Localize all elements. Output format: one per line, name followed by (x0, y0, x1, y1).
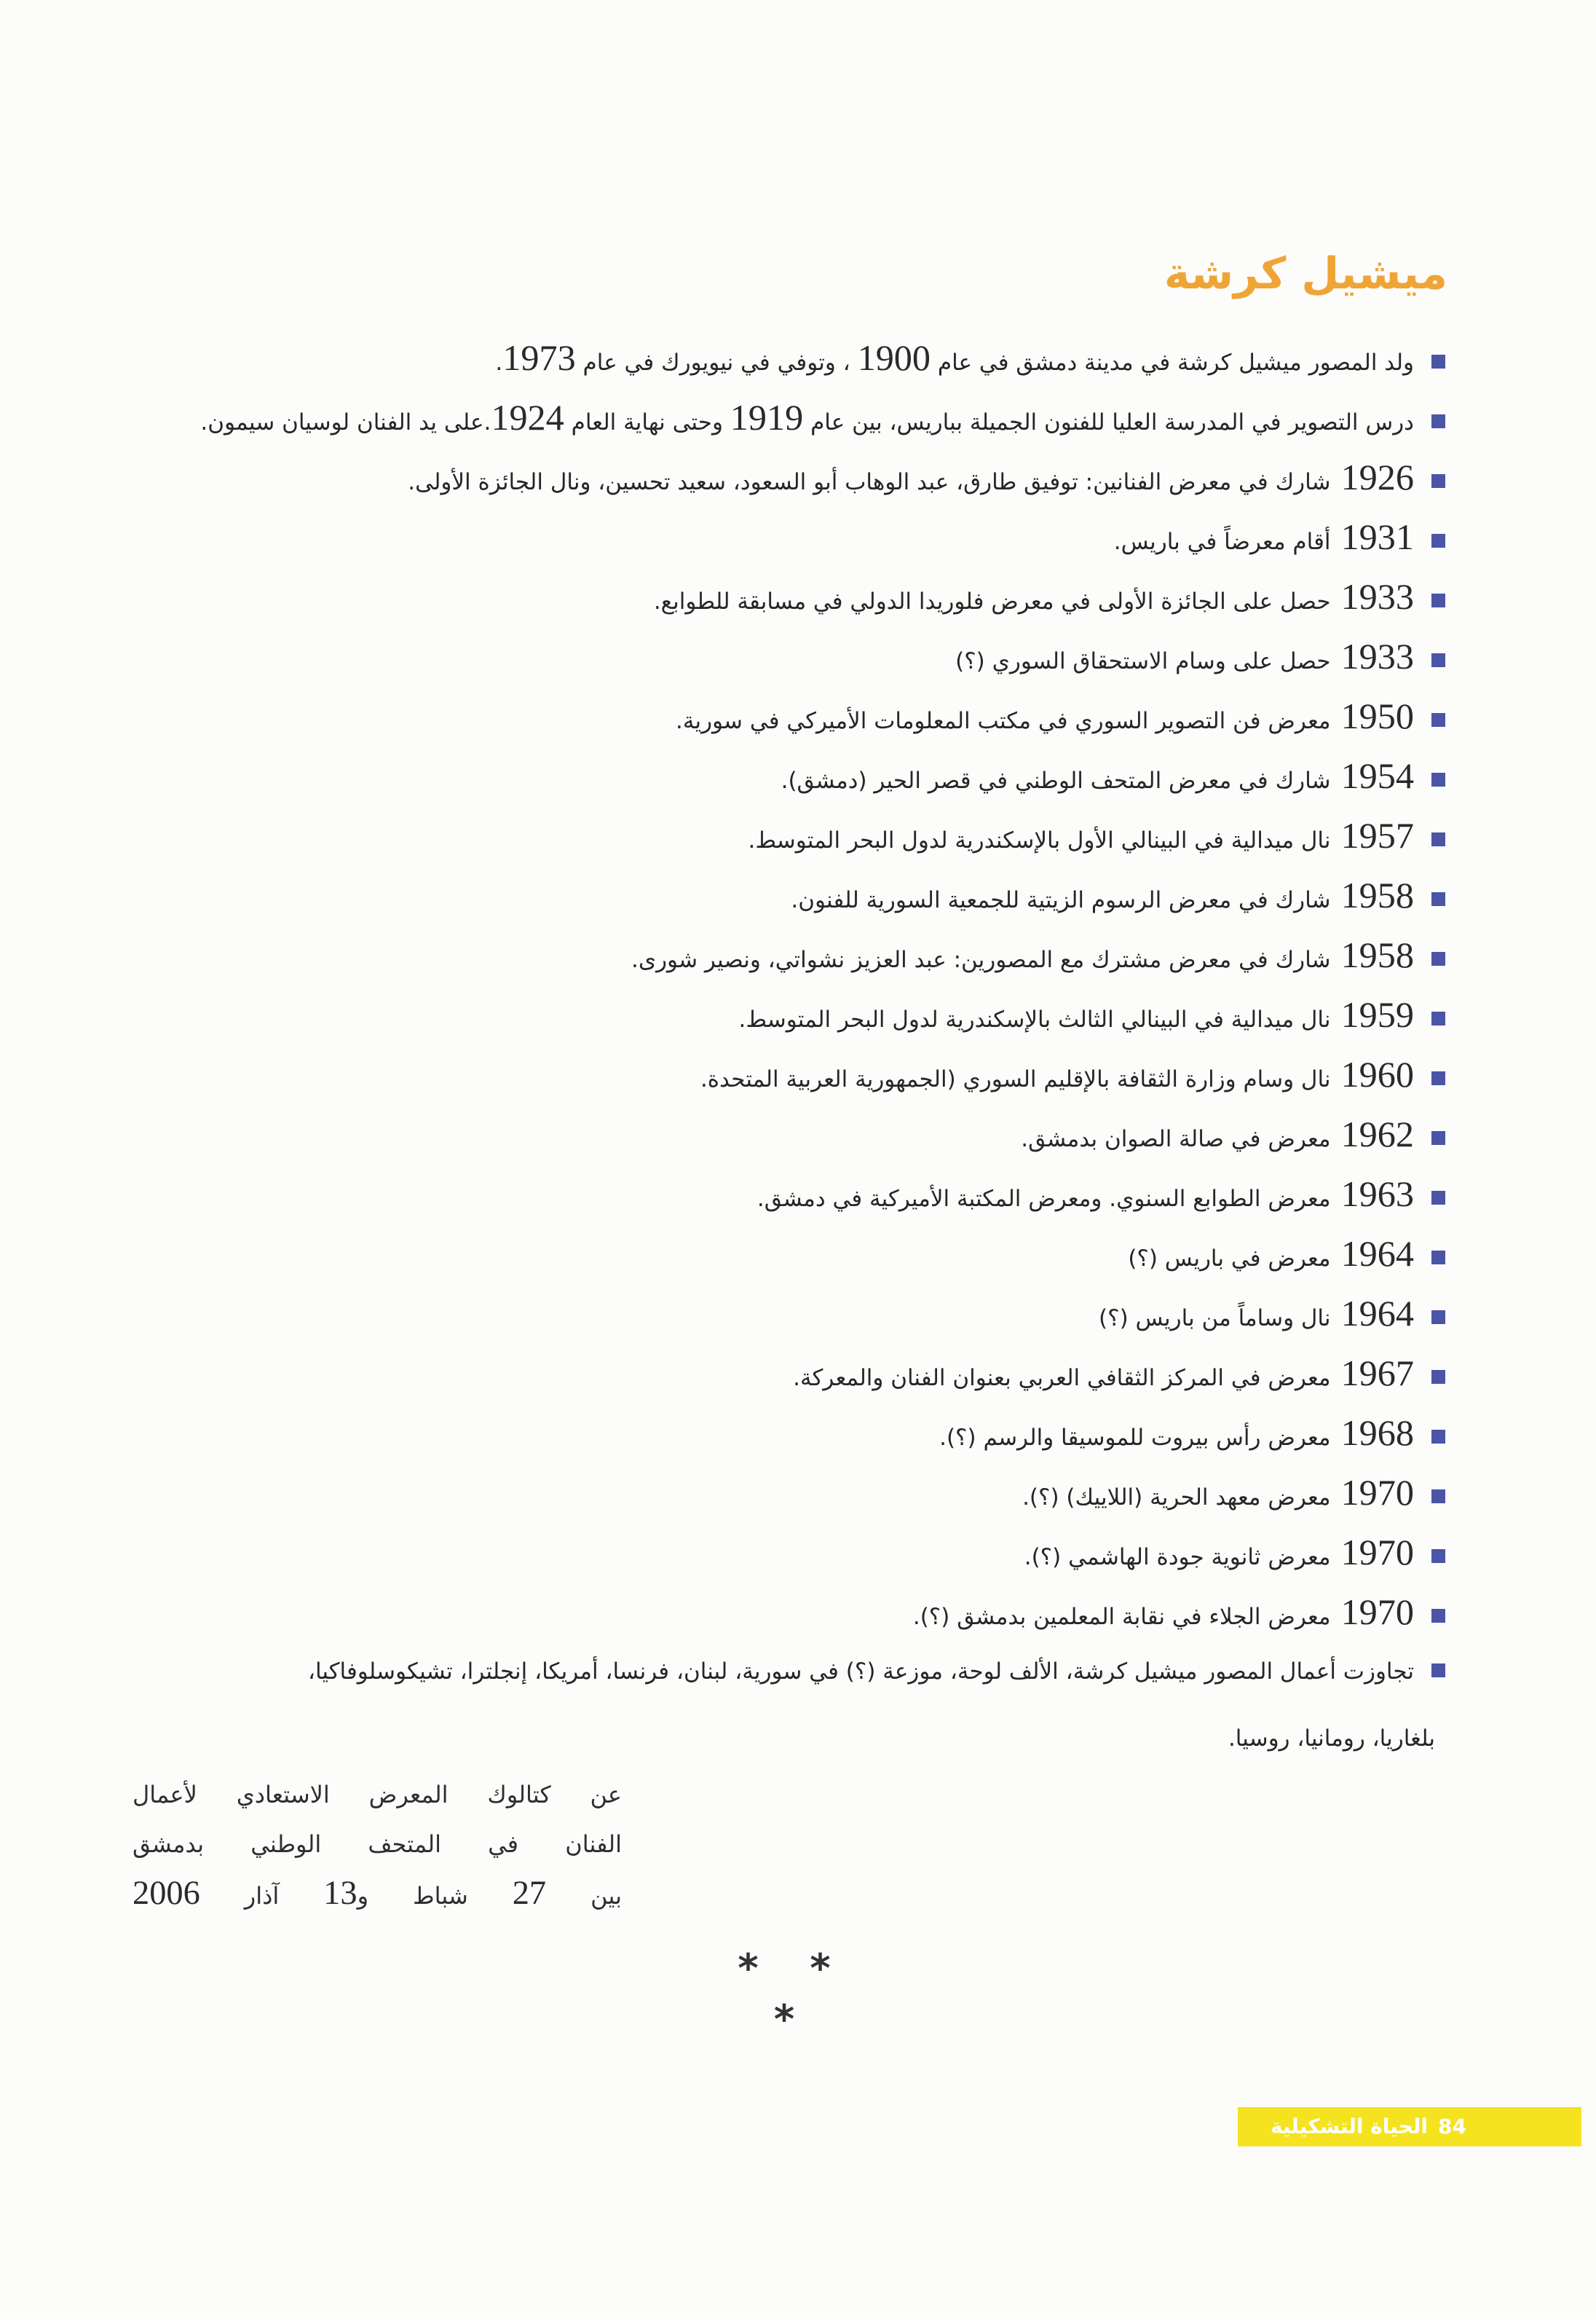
item-year: 1933 (1340, 576, 1414, 617)
chronology-item (109, 925, 1445, 985)
chronology-item (109, 1403, 1445, 1462)
source-line: عن كتالوك المعرض الاستعادي لأعمال (133, 1781, 622, 1808)
bullet-square-icon (1431, 355, 1445, 369)
source-number: 13 (323, 1875, 357, 1912)
item-text: حصل على وسام الاستحقاق السوري (؟) (955, 648, 1331, 674)
item-text: معرض ثانوية جودة الهاشمي (؟). (1024, 1544, 1331, 1570)
chronology-item (109, 507, 1445, 567)
item-text: نال وساماً من باريس (؟) (1099, 1305, 1331, 1331)
item-text: نال وسام وزارة الثقافة بالإقليم السوري (الجمهورية العربية المتحدة. (700, 1066, 1331, 1092)
intro-study-line (109, 387, 1445, 447)
intro-year: 1924 (491, 397, 564, 438)
item-text: معرض فن التصوير السوري في مكتب المعلومات الأميركي في سورية. (675, 708, 1331, 734)
source-text: آذار (200, 1882, 324, 1910)
bullet-square-icon (1431, 1071, 1445, 1085)
intro-year: 1973 (502, 337, 576, 378)
bullet-square-icon (1431, 1012, 1445, 1025)
chronology-item (109, 1582, 1445, 1642)
item-year: 1962 (1340, 1114, 1414, 1154)
item-text: نال ميدالية في البينالي الأول بالإسكندرية لدول البحر المتوسط. (748, 827, 1331, 854)
source-line: الفنان في المتحف الوطني بدمشق (133, 1830, 622, 1858)
chronology-item (109, 746, 1445, 806)
item-text: معرض الجلاء في نقابة المعلمين بدمشق (؟). (912, 1604, 1331, 1630)
item-year: 1931 (1340, 516, 1414, 557)
summary-continuation (109, 1709, 1445, 1768)
chronology-item (109, 985, 1445, 1044)
chronology-item (109, 1164, 1445, 1224)
bullet-square-icon (1431, 1310, 1445, 1324)
chronology-item (109, 447, 1445, 507)
chronology-item (109, 1104, 1445, 1164)
item-text: نال ميدالية في البينالي الثالث بالإسكندرية لدول البحر المتوسط. (738, 1007, 1331, 1033)
item-year: 1933 (1340, 636, 1414, 677)
item-year: 1954 (1340, 755, 1414, 796)
item-text: حصل على الجائزة الأولى في معرض فلوريدا الدولي في مسابقة للطوابع. (653, 588, 1331, 615)
item-year: 1970 (1340, 1532, 1414, 1572)
item-year: 1967 (1340, 1353, 1414, 1393)
item-text: شارك في معرض المتحف الوطني في قصر الحير (دمشق). (781, 768, 1331, 794)
summary-text: بلغاريا، رومانيا، روسيا. (1228, 1725, 1435, 1752)
chronology-item (109, 1343, 1445, 1403)
bullet-square-icon (1431, 1251, 1445, 1264)
intro-text: ولد المصور ميشيل كرشة في مدينة دمشق في عام (931, 350, 1414, 376)
bullet-square-icon (1431, 773, 1445, 787)
bullet-square-icon (1431, 653, 1445, 667)
item-text: شارك في معرض الفنانين: توفيق طارق، عبد الوهاب أبو السعود، سعيد تحسين، ونال الجائزة الأولى. (408, 469, 1331, 495)
bullet-square-icon (1431, 713, 1445, 727)
item-year: 1968 (1340, 1412, 1414, 1453)
bullet-square-icon (1431, 952, 1445, 966)
summary-line (109, 1642, 1445, 1701)
intro-text: وحتى نهاية العام (564, 409, 730, 436)
item-text: معرض في المركز الثقافي العربي بعنوان الفنان والمعركة. (793, 1365, 1331, 1391)
item-text: شارك في معرض الرسوم الزيتية للجمعية السورية للفنون. (791, 887, 1331, 913)
intro-text: . (495, 350, 503, 376)
chronology-item (109, 865, 1445, 925)
bullet-square-icon (1431, 1489, 1445, 1503)
intro-birth-line (109, 328, 1445, 387)
chronology-item (109, 626, 1445, 686)
source-text: شباط و (357, 1882, 513, 1910)
footer-bar (1238, 2107, 1581, 2146)
item-year: 1958 (1340, 934, 1414, 975)
bullet-square-icon (1431, 892, 1445, 906)
article-title: ميشيل كرشة (1164, 248, 1447, 299)
item-year: 1970 (1340, 1472, 1414, 1513)
item-year: 1960 (1340, 1054, 1414, 1095)
item-text: معرض الطوابع السنوي. ومعرض المكتبة الأميركية في دمشق. (756, 1186, 1331, 1212)
page-number: 84 (1438, 2114, 1466, 2138)
chronology-item (109, 1462, 1445, 1522)
item-year: 1964 (1340, 1233, 1414, 1274)
source-number: 2006 (133, 1875, 200, 1912)
bullet-square-icon (1431, 1430, 1445, 1444)
section-separator: * * * (738, 1945, 850, 2042)
chronology-item (109, 1044, 1445, 1104)
bullet-square-icon (1431, 414, 1445, 428)
chronology-item (109, 1522, 1445, 1582)
item-year: 1963 (1340, 1173, 1414, 1214)
item-text: أقام معرضاً في باريس. (1113, 529, 1331, 555)
bullet-square-icon (1431, 1609, 1445, 1623)
summary-text: تجاوزت أعمال المصور ميشيل كرشة، الألف لوحة، موزعة (؟) في سورية، لبنان، فرنسا، أمريكا، إنجلترا، تشيكوسلوفاكيا، (307, 1658, 1414, 1685)
bullet-square-icon (1431, 1191, 1445, 1205)
chronology-item (109, 1283, 1445, 1343)
source-date-line (133, 1869, 622, 1918)
item-text: معرض في صالة الصوان بدمشق. (1021, 1126, 1331, 1152)
item-year: 1926 (1340, 457, 1414, 497)
chronology-item (109, 806, 1445, 865)
item-year: 1957 (1340, 815, 1414, 856)
bullet-square-icon (1431, 474, 1445, 488)
item-year: 1964 (1340, 1293, 1414, 1334)
item-year: 1958 (1340, 875, 1414, 916)
magazine-name: الحياة التشكيلية (1270, 2114, 1429, 2138)
chronology-item (109, 1224, 1445, 1283)
intro-text: درس التصوير في المدرسة العليا للفنون الجميلة بباريس، بين عام (803, 409, 1414, 436)
intro-year: 1900 (857, 337, 931, 378)
source-number: 27 (512, 1875, 547, 1912)
item-text: معرض معهد الحرية (اللاييك) (؟). (1022, 1484, 1331, 1511)
item-text: معرض في باريس (؟) (1128, 1245, 1331, 1272)
source-citation (133, 1770, 622, 1918)
item-text: معرض رأس بيروت للموسيقا والرسم (؟). (939, 1425, 1331, 1451)
bullet-square-icon (1431, 832, 1445, 846)
intro-text: .على يد الفنان لوسيان سيمون. (200, 409, 491, 436)
item-text: شارك في معرض مشترك مع المصورين: عبد العزيز نشواتي، ونصير شورى. (631, 947, 1331, 973)
article-body (109, 328, 1445, 1768)
bullet-square-icon (1431, 1131, 1445, 1145)
item-year: 1959 (1340, 994, 1414, 1035)
chronology-item (109, 686, 1445, 746)
bullet-square-icon (1431, 594, 1445, 607)
bullet-square-icon (1431, 1549, 1445, 1563)
bullet-square-icon (1431, 1370, 1445, 1384)
intro-year: 1919 (730, 397, 804, 438)
bullet-square-icon (1431, 534, 1445, 548)
item-year: 1950 (1340, 696, 1414, 736)
item-year: 1970 (1340, 1591, 1414, 1632)
chronology-item (109, 567, 1445, 626)
intro-text: ، وتوفي في نيويورك في عام (575, 350, 858, 376)
source-text: بين (546, 1882, 622, 1910)
bullet-square-icon (1431, 1664, 1445, 1677)
